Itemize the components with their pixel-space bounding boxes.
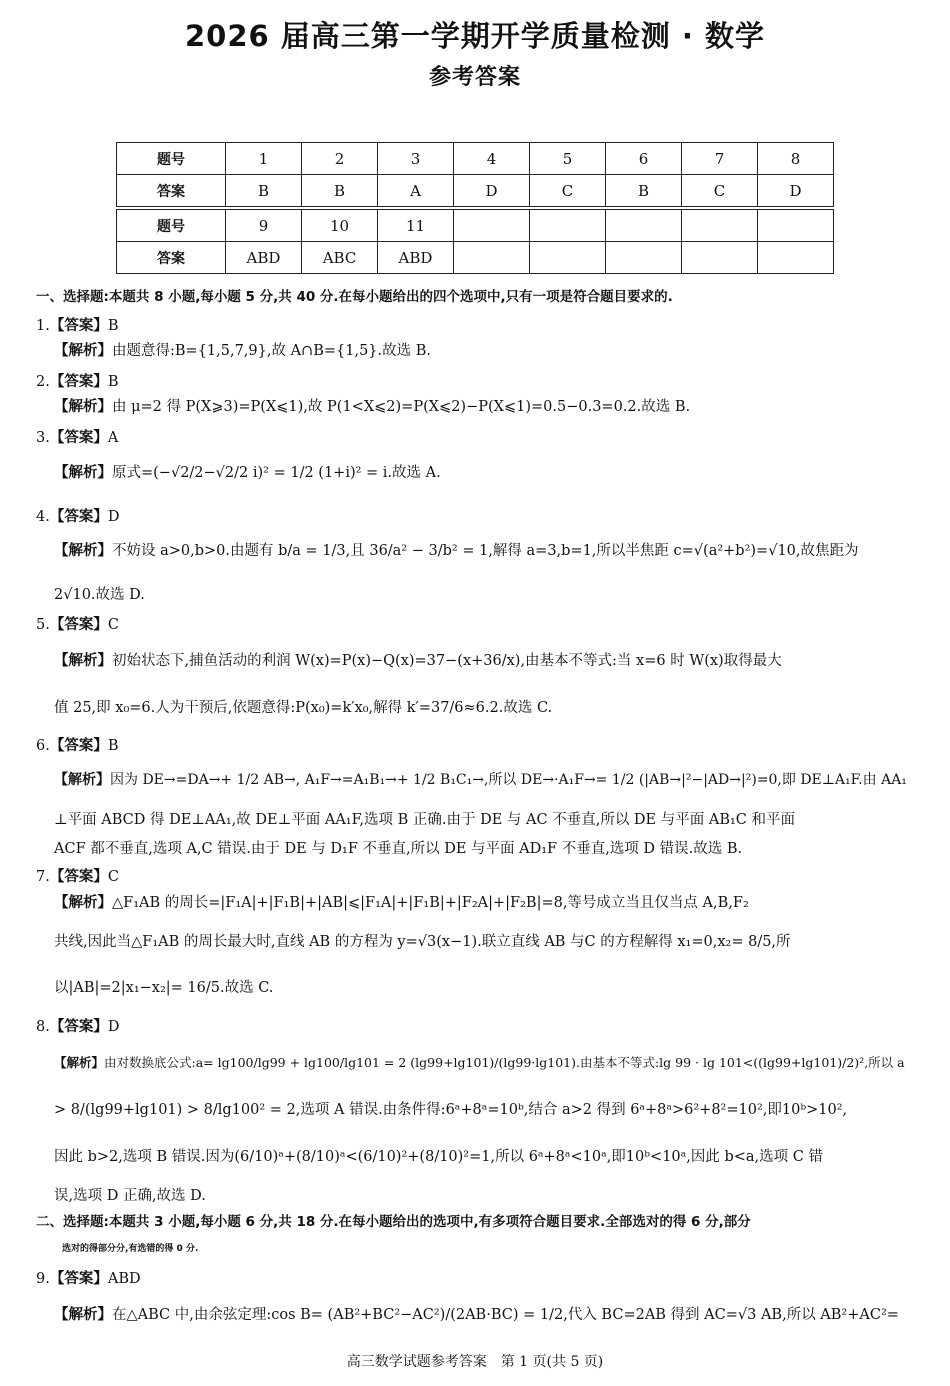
explain-tag: 【解析】: [54, 895, 112, 911]
table-row: [117, 210, 834, 242]
question-4-explanation: [54, 540, 916, 562]
answer-table-1: [116, 142, 834, 207]
table-cell: 5: [530, 143, 606, 175]
answer-tag: 【答案】: [49, 1271, 108, 1287]
answer-tag: 【答案】: [49, 617, 108, 633]
question-7-explanation-cont: 以|AB|=2|x₁−x₂|= 16/5.故选 C.: [54, 980, 274, 996]
table-cell: 7: [682, 143, 758, 175]
table-cell: 11: [378, 210, 454, 242]
question-2-answer: [36, 370, 119, 391]
question-5-explanation: [54, 650, 916, 672]
answer-tag: 【答案】: [49, 318, 108, 334]
explanation-text: 由 μ=2 得 P(X⩾3)=P(X⩽1),故 P(1<X⩽2)=P(X⩽2)−P(X⩽1)=0.5−0.3=0.2.故选 B.: [112, 399, 691, 415]
question-3-explanation: [54, 462, 916, 484]
question-1-answer: [36, 314, 119, 335]
question-8-explanation-cont: > 8/(lg99+lg101) > 8/lg100² = 2,选项 A 错误.由条件得:6ᵃ+8ᵃ=10ᵇ,结合 a>2 得到 6ᵃ+8ᵃ>6²+8²=10²,即10ᵇ>10²,: [54, 1102, 848, 1118]
table-cell: B: [606, 175, 682, 207]
answer-value: C: [107, 617, 119, 633]
question-5-answer: [36, 613, 119, 634]
question-6-explanation-cont: ACF 都不垂直,选项 A,C 错误.由于 DE 与 D₁F 不垂直,所以 DE 与平面 AD₁F 不垂直,选项 D 错误.故选 B.: [54, 841, 743, 857]
table-cell: 8: [758, 143, 834, 175]
table-cell: ABD: [226, 242, 302, 274]
explanation-text: 初始状态下,捕鱼活动的利润 W(x)=P(x)−Q(x)=37−(x+36/x),由基本不等式:当 x=6 时 W(x)取得最大: [112, 653, 782, 669]
table-cell: A: [378, 175, 454, 207]
answer-value: D: [107, 1019, 120, 1035]
table-cell: [682, 242, 758, 274]
table-cell: 1: [226, 143, 302, 175]
explain-tag: 【解析】: [54, 772, 110, 788]
answer-tag: 【答案】: [49, 869, 108, 885]
table-cell: 9: [226, 210, 302, 242]
explain-tag: 【解析】: [54, 653, 112, 669]
question-9-explanation: [54, 1304, 916, 1326]
question-8-explanation-cont: 因此 b>2,选项 B 错误.因为(6/10)ᵃ+(8/10)ᵃ<(6/10)²+(8/10)²=1,所以 6ᵃ+8ᵃ<10ᵃ,即10ᵇ<10ᵃ,因此 b<a,选项 C 错: [54, 1149, 823, 1165]
table-row: [117, 242, 834, 274]
question-5-explanation-cont: 值 25,即 x₀=6.人为干预后,依题意得:P(x₀)=k′x₀,解得 k′=37/6≈6.2.故选 C.: [54, 700, 553, 716]
question-2-explanation: [54, 396, 916, 418]
question-number: 6.: [36, 738, 50, 754]
page-footer: 高三数学试题参考答案 第 1 页(共 5 页): [346, 1354, 604, 1370]
table-cell: B: [302, 175, 378, 207]
table-cell: [530, 242, 606, 274]
table-cell: [606, 242, 682, 274]
explain-tag: 【解析】: [54, 1307, 112, 1323]
explain-tag: 【解析】: [54, 465, 112, 481]
question-7-answer: [36, 865, 119, 886]
explanation-text: 不妨设 a>0,b>0.由题有 b/a = 1/3,且 36/a² − 3/b² = 1,解得 a=3,b=1,所以半焦距 c=√(a²+b²)=√10,故焦距为: [112, 543, 859, 559]
question-4-answer: [36, 505, 119, 526]
answer-value: A: [107, 430, 119, 446]
question-7-explanation-cont: 共线,因此当△F₁AB 的周长最大时,直线 AB 的方程为 y=√3(x−1).联立直线 AB 与C 的方程解得 x₁=0,x₂= 8/5,所: [54, 934, 791, 950]
table-cell: [606, 210, 682, 242]
question-6-answer: [36, 734, 119, 755]
explanation-text: 由对数换底公式:a= lg100/lg99 + lg100/lg101 = 2 (lg99+lg101)/(lg99·lg101).由基本不等式:lg 99 · lg 101<((lg99+lg101)/2)²,所以 a: [104, 1055, 905, 1070]
explanation-text: 由题意得:B={1,5,7,9},故 A∩B={1,5}.故选 B.: [112, 343, 432, 359]
explanation-text: 在△ABC 中,由余弦定理:cos B= (AB²+BC²−AC²)/(2AB·BC) = 1/2,代入 BC=2AB 得到 AC=√3 AB,所以 AB²+AC²=: [112, 1307, 899, 1323]
answer-value: B: [107, 738, 119, 754]
answer-tag: 【答案】: [49, 738, 108, 754]
answer-tag: 【答案】: [49, 430, 108, 446]
answer-tag: 【答案】: [49, 509, 108, 525]
question-1-explanation: [54, 340, 916, 362]
question-number: 4.: [36, 509, 50, 525]
table-row: [117, 175, 834, 207]
answer-tag: 【答案】: [49, 1019, 108, 1035]
table-cell: C: [530, 175, 606, 207]
table-cell: 3: [378, 143, 454, 175]
question-6-explanation: [54, 769, 916, 791]
question-number: 7.: [36, 869, 50, 885]
answer-table-2: [116, 209, 834, 274]
question-4-explanation-cont: 2√10.故选 D.: [54, 587, 145, 603]
table-cell: 4: [454, 143, 530, 175]
explain-tag: 【解析】: [54, 399, 112, 415]
section-2-heading-cont: 选对的得部分分,有选错的得 0 分.: [62, 1244, 199, 1254]
row-header: 题号: [117, 143, 226, 175]
page-subtitle: 参考答案: [428, 65, 521, 90]
explanation-text: 原式=(−√2/2−√2/2 i)² = 1/2 (1+i)² = i.故选 A.: [112, 465, 441, 481]
table-cell: D: [758, 175, 834, 207]
question-number: 1.: [36, 318, 50, 334]
question-8-answer: [36, 1015, 119, 1036]
table-cell: [758, 210, 834, 242]
section-1-heading: 一、选择题:本题共 8 小题,每小题 5 分,共 40 分.在每小题给出的四个选项中,只有一项是符合题目要求的.: [36, 289, 673, 305]
table-cell: 6: [606, 143, 682, 175]
answer-value: D: [107, 509, 120, 525]
table-cell: [530, 210, 606, 242]
answer-value: C: [107, 869, 119, 885]
table-cell: [454, 242, 530, 274]
question-6-explanation-cont: ⊥平面 ABCD 得 DE⊥AA₁,故 DE⊥平面 AA₁F,选项 B 正确.由于 DE 与 AC 不垂直,所以 DE 与平面 AB₁C 和平面: [54, 812, 796, 828]
explanation-text: 因为 DE→=DA→+ 1/2 AB→, A₁F→=A₁B₁→+ 1/2 B₁C₁→,所以 DE→·A₁F→= 1/2 (|AB→|²−|AD→|²)=0,即 DE⊥A₁F.由 AA₁: [110, 772, 907, 788]
question-9-answer: [36, 1267, 141, 1288]
explain-tag: 【解析】: [54, 543, 112, 559]
row-header: 题号: [117, 210, 226, 242]
question-number: 9.: [36, 1271, 50, 1287]
table-cell: [682, 210, 758, 242]
table-cell: [454, 210, 530, 242]
question-number: 2.: [36, 374, 50, 390]
answer-value: ABD: [107, 1271, 141, 1287]
question-8-explanation-cont: 误,选项 D 正确,故选 D.: [54, 1188, 206, 1204]
question-number: 5.: [36, 617, 50, 633]
table-cell: 10: [302, 210, 378, 242]
table-cell: 2: [302, 143, 378, 175]
explain-tag: 【解析】: [54, 343, 112, 359]
table-row: [117, 143, 834, 175]
explanation-text: △F₁AB 的周长=|F₁A|+|F₁B|+|AB|⩽|F₁A|+|F₁B|+|F₂A|+|F₂B|=8,等号成立当且仅当点 A,B,F₂: [112, 895, 749, 911]
section-2-heading: 二、选择题:本题共 3 小题,每小题 6 分,共 18 分.在每小题给出的选项中,有多项符合题目要求.全部选对的得 6 分,部分: [36, 1214, 751, 1230]
table-cell: C: [682, 175, 758, 207]
page-title: 2026 届高三第一学期开学质量检测 · 数学: [184, 19, 766, 53]
explain-tag: 【解析】: [54, 1055, 105, 1070]
question-3-answer: [36, 426, 118, 447]
answer-value: B: [107, 318, 119, 334]
question-number: 3.: [36, 430, 50, 446]
table-cell: [758, 242, 834, 274]
row-header: 答案: [117, 175, 226, 207]
answer-value: B: [107, 374, 119, 390]
row-header: 答案: [117, 242, 226, 274]
question-8-explanation: [54, 1052, 916, 1074]
table-cell: ABC: [302, 242, 378, 274]
question-7-explanation: [54, 892, 916, 914]
answer-tag: 【答案】: [49, 374, 108, 390]
table-cell: B: [226, 175, 302, 207]
question-number: 8.: [36, 1019, 50, 1035]
table-cell: ABD: [378, 242, 454, 274]
table-cell: D: [454, 175, 530, 207]
